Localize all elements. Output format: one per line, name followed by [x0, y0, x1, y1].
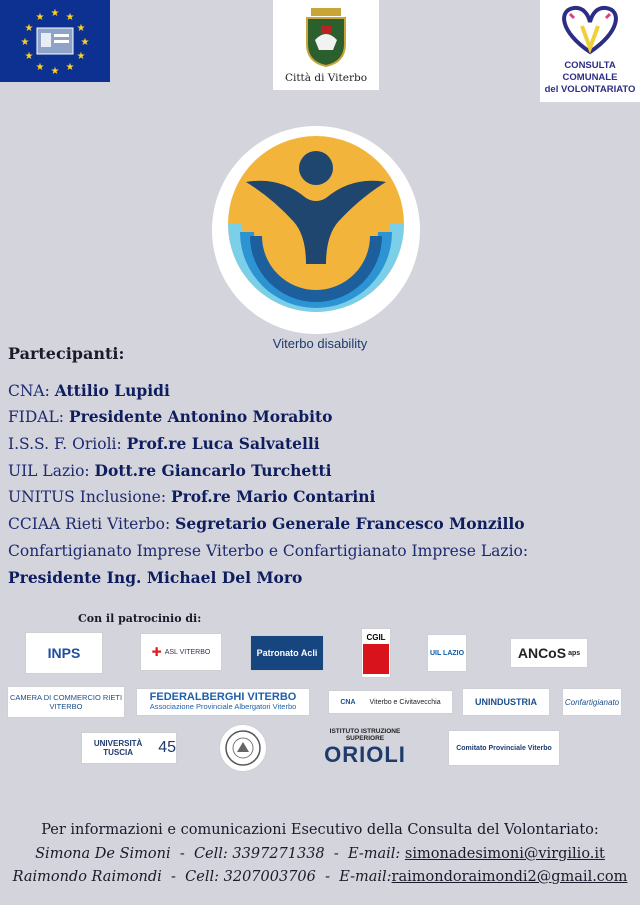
participant-org: I.S.S. F. Orioli:: [8, 435, 127, 453]
federalberghi-logo: FEDERALBERGHI VITERBO Associazione Provinciale Albergatori Viterbo: [136, 688, 310, 716]
contact-cell: Cell: 3207003706: [185, 869, 316, 885]
svg-text:★: ★: [76, 51, 86, 62]
participant-name: Presidente Antonino Morabito: [68, 407, 333, 426]
orioli-text: ORIOLI: [324, 742, 406, 767]
svg-text:★: ★: [76, 23, 86, 34]
contact-name: Simona De Simoni: [35, 846, 171, 862]
participant-name: Prof.re Luca Salvatelli: [126, 434, 320, 453]
email-link[interactable]: simonadesimoni@virgilio.it: [404, 846, 605, 862]
contact-name: Raimondo Raimondi: [12, 869, 162, 885]
main-logo-caption: Viterbo disability: [272, 336, 368, 351]
participant-row: [8, 568, 302, 587]
svg-text:★: ★: [65, 12, 75, 23]
camera-commercio-logo: CAMERA DI COMMERCIO RIETI VITERBO: [7, 686, 125, 718]
consulta-line2: del VOLONTARIATO: [544, 84, 636, 95]
participant-org: UIL Lazio:: [8, 462, 95, 480]
participant-row: [8, 461, 332, 480]
participant-row: [8, 407, 333, 426]
svg-text:★: ★: [24, 23, 34, 34]
participant-name: Attilio Lupidi: [54, 381, 170, 400]
participant-row: [8, 487, 375, 506]
svg-text:★: ★: [80, 37, 90, 48]
unitus-logo: UNIVERSITÀ TUSCIA 45: [81, 732, 177, 764]
participant-org: FIDAL:: [8, 408, 69, 426]
participant-row: [8, 381, 170, 400]
patronato-acli-logo: Patronato Acli: [250, 635, 324, 671]
cgil-logo: CGIL: [361, 628, 391, 678]
email-link[interactable]: raimondoraimondi2@gmail.com: [391, 869, 628, 885]
orioli-top-text: ISTITUTO ISTRUZIONE SUPERIORE: [329, 728, 401, 742]
citta-di-viterbo-logo: [273, 0, 379, 90]
email-label: E-mail:: [348, 846, 405, 862]
svg-text:★: ★: [35, 12, 45, 23]
patronage-label: Con il patrocinio di:: [78, 612, 202, 625]
participant-org: CNA:: [8, 382, 55, 400]
participant-row: [8, 434, 320, 453]
svg-text:★: ★: [65, 62, 75, 73]
svg-text:★: ★: [24, 51, 34, 62]
footer-contact-2: Raimondo Raimondi - Cell: 3207003706 - E-mail:raimondoraimondi2@gmail.com: [12, 869, 628, 885]
ancos-logo: ANCoS aps: [510, 638, 588, 668]
participant-name: Prof.re Mario Contarini: [170, 487, 376, 506]
participant-org: CCIAA Rieti Viterbo:: [8, 515, 176, 533]
cna-logo: CNA Viterbo e Civitavecchia: [328, 690, 453, 714]
fidal-logo: Comitato Provinciale Viterbo: [448, 730, 560, 766]
city-name: Città di Viterbo: [284, 72, 368, 84]
svg-text:★: ★: [20, 37, 30, 48]
unindustria-logo: UNINDUSTRIA: [462, 688, 550, 716]
svg-text:★: ★: [50, 8, 60, 19]
asl-logo: ✚ ASL VITERBO: [140, 633, 222, 671]
participant-name: Dott.re Giancarlo Turchetti: [94, 461, 332, 480]
footer-contact-1: Simona De Simoni - Cell: 3397271338 - E-mail: simonadesimoni@virgilio.it: [35, 846, 605, 862]
viterbo-disability-logo: [210, 124, 422, 336]
inps-logo: INPS: [25, 632, 103, 674]
consulta-volontariato-logo: [540, 0, 640, 102]
footer-info-line: Per informazioni e comunicazioni Esecutivo della Consulta del Volontariato:: [41, 822, 599, 838]
participant-org: UNITUS Inclusione:: [8, 488, 171, 506]
participant-org: Confartigianato Imprese Viterbo e Confartigianato Imprese Lazio:: [8, 542, 529, 560]
participant-row: [8, 514, 525, 533]
email-label: E-mail:: [339, 869, 392, 885]
confartigianato-logo: Confartigianato: [562, 688, 622, 716]
participant-row: [8, 541, 528, 560]
svg-text:★: ★: [50, 66, 60, 77]
svg-text:★: ★: [35, 62, 45, 73]
orioli-logo: [310, 728, 420, 768]
contact-cell: Cell: 3397271338: [193, 846, 325, 862]
eu-flag-logo: [0, 0, 110, 82]
participants-title: Partecipanti:: [8, 344, 125, 363]
orioli-seal-logo: [219, 724, 267, 772]
uil-lazio-logo: UIL LAZIO: [427, 634, 467, 672]
participant-name: Presidente Ing. Michael Del Moro: [8, 568, 303, 587]
consulta-line1: CONSULTA COMUNALE: [562, 60, 618, 83]
participant-name: Segretario Generale Francesco Monzillo: [175, 514, 525, 533]
